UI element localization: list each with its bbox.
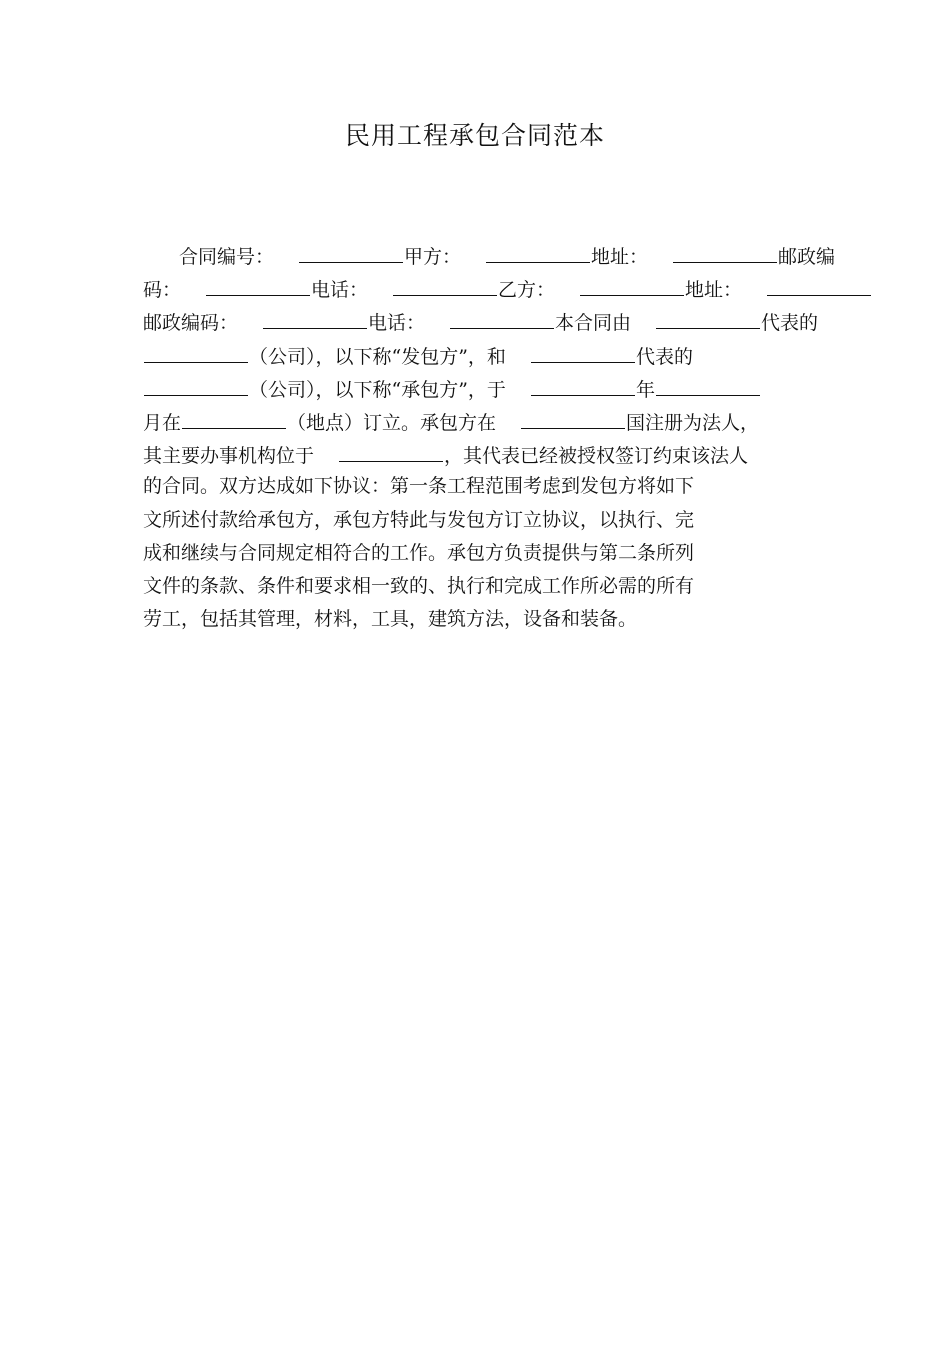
- country-blank[interactable]: [521, 404, 625, 429]
- postal-code-label-start: 邮政编: [778, 246, 836, 268]
- year-label: 年: [635, 378, 655, 401]
- party-b-address-blank[interactable]: [767, 271, 871, 296]
- contract-line: 文所述付款给承包方，承包方特此与发包方订立协议，以执行、完: [143, 508, 695, 531]
- postal-code-blank[interactable]: [206, 271, 310, 296]
- party-b-postal-code-label: 邮政编码：: [143, 312, 239, 335]
- contract-line: [143, 437, 843, 470]
- representative-b-blank[interactable]: [531, 338, 635, 363]
- main-office-blank[interactable]: [339, 437, 443, 462]
- party-b-postal-code-blank[interactable]: [263, 304, 367, 329]
- party-b-address-label: 地址：: [685, 279, 743, 302]
- main-office-label: 其主要办事机构位于: [143, 445, 315, 468]
- contract-line: [143, 271, 843, 304]
- contractor-definition-text: （公司），以下称“承包方”，于: [249, 378, 506, 401]
- phone-label: 电话：: [311, 279, 369, 302]
- contract-number-blank[interactable]: [299, 238, 403, 263]
- contract-line: 成和继续与合同规定相符合的工作。承包方负责提供与第二条所列: [143, 541, 695, 564]
- address-label: 地址：: [591, 246, 649, 268]
- month-blank[interactable]: [656, 371, 760, 396]
- month-at-label: 月在: [143, 411, 182, 434]
- year-blank[interactable]: [531, 371, 635, 396]
- company-a-blank[interactable]: [144, 338, 248, 363]
- party-a-blank[interactable]: [486, 238, 590, 263]
- contract-body: [143, 238, 843, 636]
- contract-number-label: 合同编号：: [179, 246, 275, 268]
- party-a-label: 甲方：: [404, 246, 462, 268]
- contract-line: [143, 338, 843, 371]
- party-b-phone-blank[interactable]: [450, 304, 554, 329]
- location-signed-text: （地点）订立。承包方在: [287, 411, 497, 434]
- representative-text: 代表的: [761, 312, 819, 335]
- contract-line: 文件的条款、条件和要求相一致的、执行和完成工作所必需的所有: [143, 574, 695, 597]
- location-blank[interactable]: [182, 404, 286, 429]
- representative-text: 代表的: [635, 345, 693, 368]
- postal-code-label-end: 码：: [143, 279, 182, 302]
- registered-entity-text: 国注册为法人，: [626, 411, 760, 434]
- representative-a-blank[interactable]: [656, 304, 760, 329]
- phone-blank[interactable]: [393, 271, 497, 296]
- contract-line: [143, 304, 843, 337]
- company-b-blank[interactable]: [144, 371, 248, 396]
- contract-by-text: 本合同由: [555, 312, 632, 335]
- contract-line: [143, 404, 843, 437]
- document-title: 民用工程承包合同范本: [344, 121, 605, 150]
- contract-line: 的合同。双方达成如下协议：第一条工程范围考虑到发包方将如下: [143, 475, 695, 498]
- contract-line: 劳工，包括其管理，材料，工具，建筑方法，设备和装备。: [143, 608, 638, 631]
- contract-line: [143, 371, 843, 404]
- party-b-label: 乙方：: [498, 279, 556, 302]
- contract-line: [143, 238, 843, 271]
- party-b-blank[interactable]: [580, 271, 684, 296]
- employer-definition-text: （公司），以下称“发包方”，和: [249, 345, 506, 368]
- authorization-text: ，其代表已经被授权签订约束该法人: [444, 445, 749, 468]
- address-blank[interactable]: [673, 238, 777, 263]
- party-b-phone-label: 电话：: [368, 312, 426, 335]
